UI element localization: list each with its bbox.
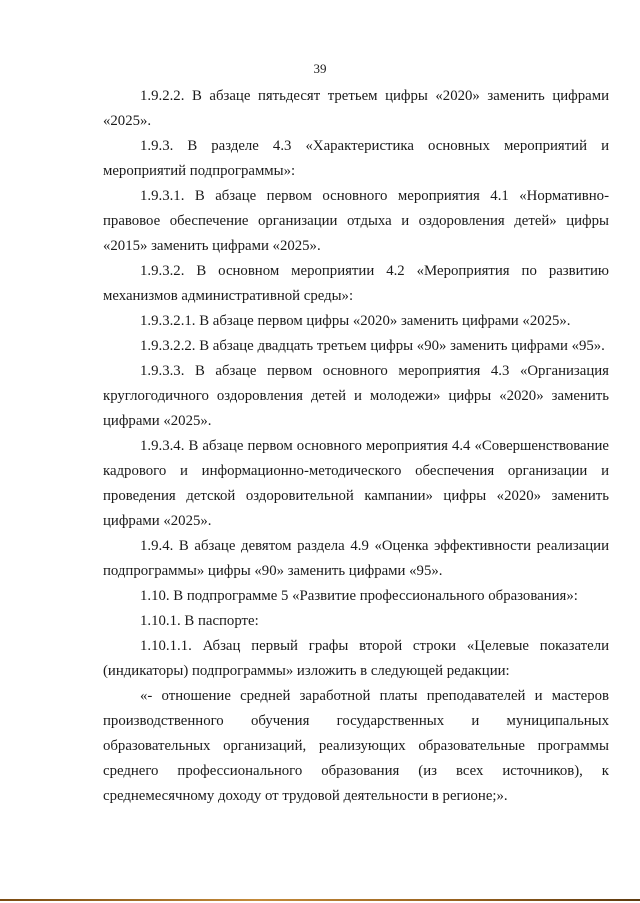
paragraph-1-10: 1.10. В подпрограмме 5 «Развитие профессионального образования»: xyxy=(140,588,578,604)
paragraph-1-10-1: 1.10.1. В паспорте: xyxy=(140,613,259,629)
paragraph-1-9-3-2-2: 1.9.3.2.2. В абзаце двадцать третьем цифры «90» заменить цифрами «95». xyxy=(140,338,605,354)
paragraph-1-9-3-3: 1.9.3.3. В абзаце первом основного мероприятия 4.3 «Организация круглогодичного оздоровления детей и молодежи» цифры «2020» заменить цифрами «2025». xyxy=(103,363,609,429)
page-number: 39 xyxy=(313,61,327,76)
document-body xyxy=(103,84,609,809)
paragraph-1-9-3-2-1: 1.9.3.2.1. В абзаце первом цифры «2020» заменить цифрами «2025». xyxy=(140,313,571,329)
paragraph-1-9-2-2: 1.9.2.2. В абзаце пятьдесят третьем цифры «2020» заменить цифрами «2025». xyxy=(103,88,609,129)
quoted-indicator-text: «- отношение средней заработной платы преподавателей и мастеров производственного обучения государственных и муниципальных образовательных организаций, реализующих образовательные программы среднего профессионального образования (из всех источников), к среднемесячному доходу от трудовой деятельности в регионе;». xyxy=(103,688,609,804)
paragraph-1-9-3-4: 1.9.3.4. В абзаце первом основного мероприятия 4.4 «Совершенствование кадрового и информационно-методического обеспечения организации и проведения детской оздоровительной кампании» цифры «2020» заменить цифрами «2025». xyxy=(103,438,609,529)
page-bottom-edge xyxy=(0,899,640,901)
paragraph-1-9-4: 1.9.4. В абзаце девятом раздела 4.9 «Оценка эффективности реализации подпрограммы» цифры «90» заменить цифрами «95». xyxy=(103,538,609,579)
paragraph-1-9-3-1: 1.9.3.1. В абзаце первом основного мероприятия 4.1 «Нормативно-правовое обеспечение организации отдыха и оздоровления детей» цифры «2015» заменить цифрами «2025». xyxy=(103,188,609,254)
paragraph-1-9-3: 1.9.3. В разделе 4.3 «Характеристика основных мероприятий и мероприятий подпрограммы»: xyxy=(103,138,609,179)
paragraph-1-9-3-2: 1.9.3.2. В основном мероприятии 4.2 «Мероприятия по развитию механизмов административной среды»: xyxy=(103,263,609,304)
paragraph-1-10-1-1: 1.10.1.1. Абзац первый графы второй строки «Целевые показатели (индикаторы) подпрограммы» изложить в следующей редакции: xyxy=(103,638,609,679)
